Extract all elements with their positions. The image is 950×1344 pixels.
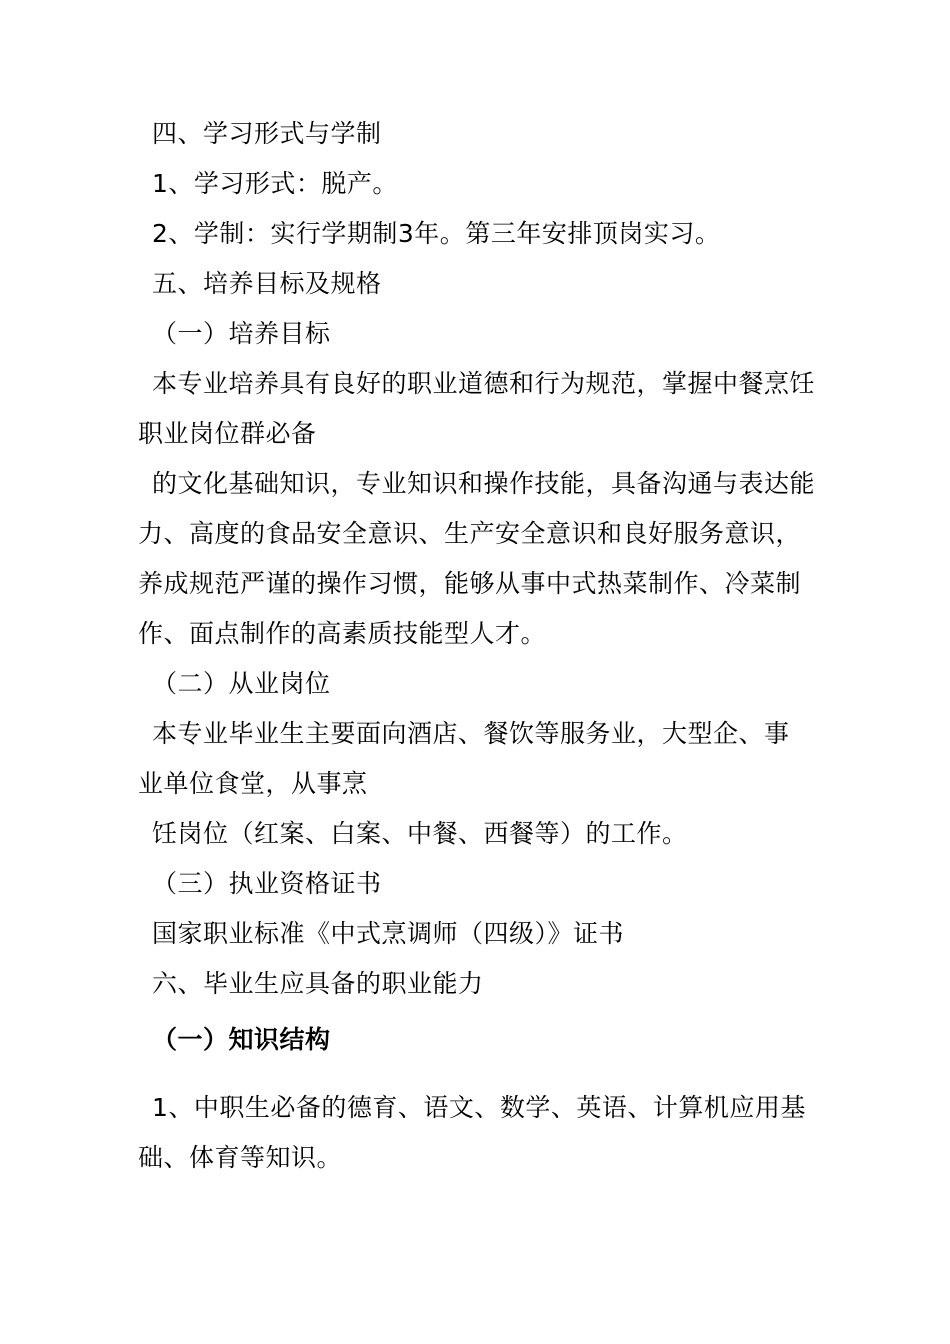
paragraph-line: 的文化基础知识，专业知识和操作技能，具备沟通与表达能 — [152, 469, 816, 498]
subsection-heading: （一）知识结构 — [152, 1025, 331, 1054]
paragraph-line: 养成规范严谨的操作习惯，能够从事中式热菜制作、冷菜制 — [138, 569, 802, 598]
subsection-heading: （一）培养目标 — [152, 319, 331, 348]
paragraph-line: 职业岗位群必备 — [138, 419, 317, 448]
subsection-heading: （二）从业岗位 — [152, 669, 331, 698]
paragraph-line: 国家职业标准《中式烹调师（四级）》证书 — [152, 919, 625, 948]
paragraph-line: 本专业培养具有良好的职业道德和行为规范，掌握中餐烹饪 — [152, 369, 816, 398]
subsection-heading: （三）执业资格证书 — [152, 869, 382, 898]
section-heading-5: 五、培养目标及规格 — [152, 269, 382, 298]
paragraph-line: 饪岗位（红案、白案、中餐、西餐等）的工作。 — [152, 819, 688, 848]
paragraph-line: 作、面点制作的高素质技能型人才。 — [138, 619, 547, 648]
paragraph-line: 力、高度的食品安全意识、生产安全意识和良好服务意识， — [138, 519, 802, 548]
paragraph-line: 础、体育等知识。 — [138, 1143, 343, 1172]
paragraph-line: 1、中职生必备的德育、语文、数学、英语、计算机应用基 — [152, 1093, 806, 1122]
paragraph-line: 业单位食堂，从事烹 — [138, 769, 368, 798]
section-heading-6: 六、毕业生应具备的职业能力 — [152, 969, 484, 998]
paragraph-line: 1、学习形式：脱产。 — [152, 169, 398, 198]
paragraph-line: 2、学制：实行学期制3年。第三年安排顶岗实习。 — [152, 219, 721, 248]
paragraph-line: 本专业毕业生主要面向酒店、餐饮等服务业，大型企、事 — [152, 719, 790, 748]
section-heading-4: 四、学习形式与学制 — [152, 119, 382, 148]
